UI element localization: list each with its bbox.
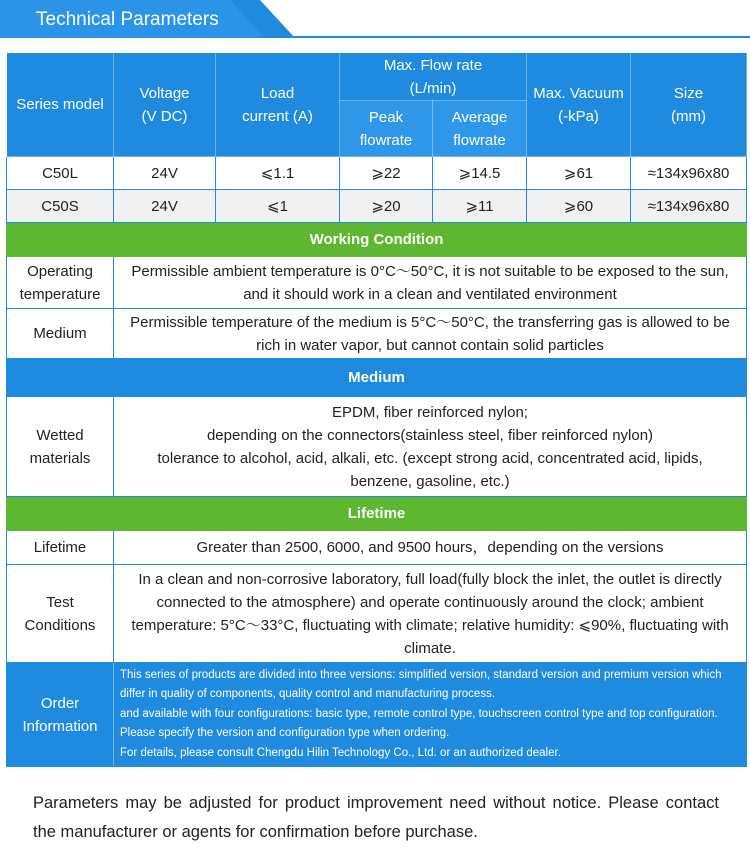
lifetime-label: Lifetime [7,531,114,565]
parameters-table [6,52,747,767]
table-row [7,157,747,190]
cell-vacuum: ⩾61 [527,157,631,190]
cell-current: ⩽1 [216,190,340,223]
medium-text: Permissible temperature of the medium is 5°C～50°C, the transferring gas is allowed to be rich in water vapor, but cannot contain solid particles [114,309,747,359]
medium-heading: Medium [7,359,747,397]
col-header-average: Average flowrate [433,101,527,157]
lifetime-heading: Lifetime [7,497,747,531]
lifetime-text: Greater than 2500, 6000, and 9500 hours，depending on the versions [114,531,747,565]
col-header-size: Size (mm) [631,53,747,157]
wetted-materials-text [114,397,747,497]
test-conditions-text: In a clean and non-corrosive laboratory, full load(fully block the inlet, the outlet is directly connected to the atmosphere) and operate continuously around the clock; ambient temperature: 5°C～33°C, fluctuating with climate; relative humidity: ⩽90%, fluctuating with climate. [114,565,747,663]
col-header-load-current: Load current (A) [216,53,340,157]
cell-size: ≈134x96x80 [631,157,747,190]
cell-average: ⩾11 [433,190,527,223]
col-header-max-vacuum: Max. Vacuum (-kPa) [527,53,631,157]
operating-temperature-text: Permissible ambient temperature is 0°C～50°C, it is not suitable to be exposed to the sun, and it should work in a clean and ventilated environment [114,257,747,309]
cell-vacuum: ⩾60 [527,190,631,223]
header-underline [260,36,750,38]
cell-peak: ⩾22 [340,157,433,190]
order-line-3: For details, please consult Chengdu Hilin Technology Co., Ltd. or an authorized dealer. [120,746,561,759]
wetted-materials-label: Wetted materials [7,397,114,497]
col-header-series-model: Series model [7,53,114,157]
cell-current: ⩽1.1 [216,157,340,190]
wetted-line-3: tolerance to alcohol, acid, alkali, etc. (except strong acid, concentrated acid, lipids, benzene, gasoline, etc.) [157,449,703,490]
col-header-peak: Peak flowrate [340,101,433,157]
order-information-label: Order Information [7,663,114,767]
cell-voltage: 24V [114,157,216,190]
col-header-voltage: Voltage (V DC) [114,53,216,157]
test-conditions-label: Test Conditions [7,565,114,663]
medium-label: Medium [7,309,114,359]
cell-average: ⩾14.5 [433,157,527,190]
wetted-line-1: EPDM, fiber reinforced nylon; [332,403,528,421]
working-condition-heading: Working Condition [7,223,747,257]
order-line-1: This series of products are divided into three versions: simplified version, standard version and premium version which differ in quality of components, quality control and manufacturing process. [120,668,722,701]
disclaimer-note: Parameters may be adjusted for product improvement need without notice. Please contact the manufacturer or agents for confirmation before purchase. [33,794,719,841]
col-header-max-flow: Max. Flow rate (L/min) [340,53,527,101]
wetted-line-2: depending on the connectors(stainless steel, fiber reinforced nylon) [206,426,654,444]
cell-voltage: 24V [114,190,216,223]
operating-temperature-label: Operating temperature [7,257,114,309]
cell-size: ≈134x96x80 [631,190,747,223]
cell-model: C50L [7,157,114,190]
order-information-text [114,663,747,767]
section-title: Technical Parameters [36,9,219,30]
table-row [7,190,747,223]
cell-model: C50S [7,190,114,223]
order-line-2: and available with four configurations: basic type, remote control type, touchscreen control type and top configuration. Please specify the version and configuration type when ordering. [120,707,718,740]
cell-peak: ⩾20 [340,190,433,223]
section-header [0,0,750,46]
